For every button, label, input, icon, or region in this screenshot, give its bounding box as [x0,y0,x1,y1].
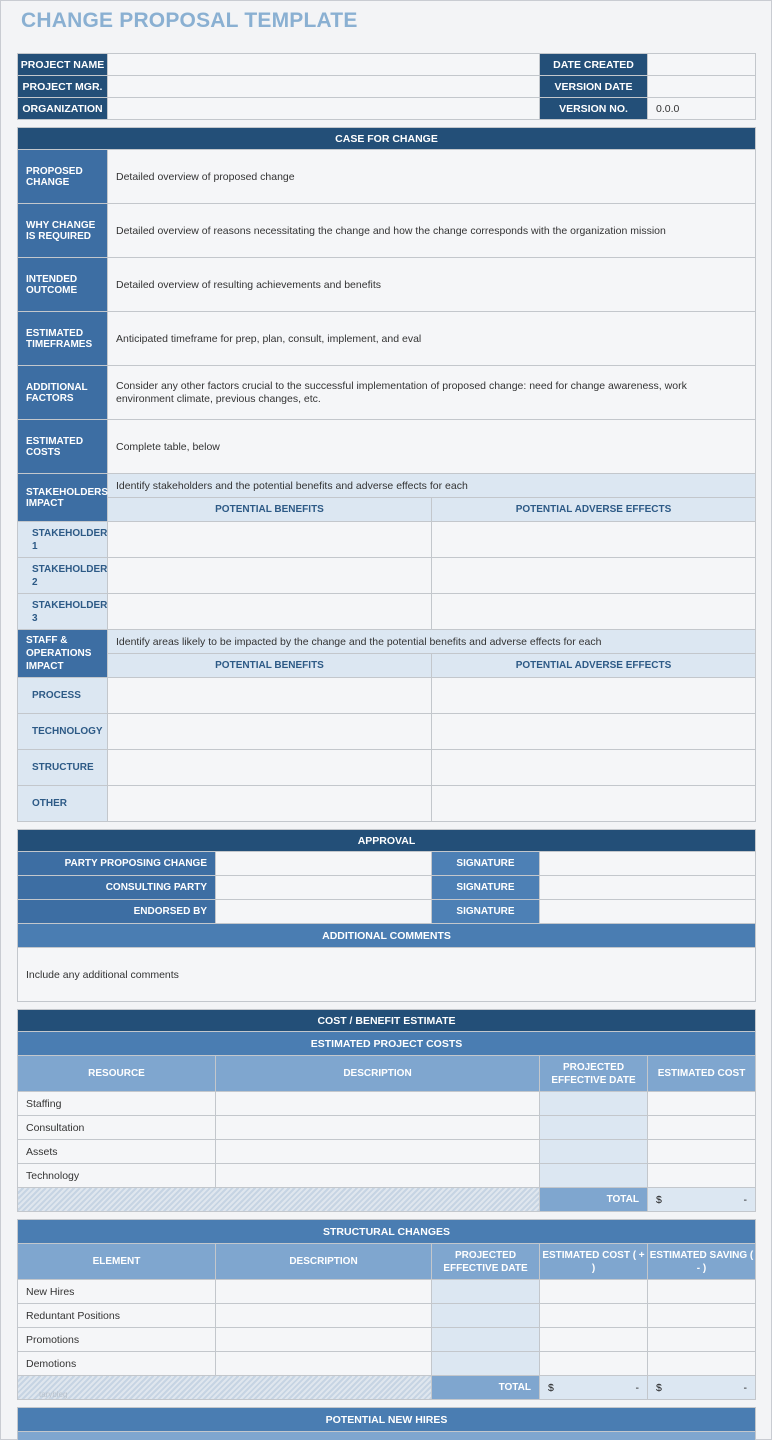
potential-new-hires-columns [18,1432,756,1440]
version-no-label: VERSION NO. [540,98,648,120]
element-demotions[interactable]: Demotions [18,1352,216,1376]
resource-column-header: RESOURCE [18,1056,216,1092]
stakeholder-3-label: STAKEHOLDER 3 [18,594,108,630]
signature-field-1[interactable] [540,852,756,876]
stakeholder-3-benefits-field[interactable] [108,594,432,630]
stakeholders-impact-label: STAKEHOLDERS IMPACT [18,474,108,522]
signature-label-1: SIGNATURE [432,852,540,876]
process-label: PROCESS [18,678,108,714]
intended-outcome-field[interactable]: Detailed overview of resulting achievements and benefits [108,258,756,312]
currency-symbol: $ [656,1381,662,1394]
proposed-change-field[interactable]: Detailed overview of proposed change [108,150,756,204]
technology-cost-field[interactable] [648,1164,756,1188]
stakeholders-benefits-header: POTENTIAL BENEFITS [108,498,432,522]
redundant-description-field[interactable] [216,1304,432,1328]
stakeholder-1-adverse-field[interactable] [432,522,756,558]
structural-cost-column-header: ESTIMATED COST ( + ) [540,1244,648,1280]
resource-assets[interactable]: Assets [18,1140,216,1164]
resource-consultation[interactable]: Consultation [18,1116,216,1140]
signature-field-2[interactable] [540,876,756,900]
project-mgr-field[interactable] [108,76,540,98]
date-created-label: DATE CREATED [540,54,648,76]
staffing-description-field[interactable] [216,1092,540,1116]
structural-totals-row [17,1375,756,1400]
structural-total-saving [648,1376,756,1400]
cost-benefit-table [17,1009,756,1212]
stakeholders-impact-instructions: Identify stakeholders and the potential benefits and adverse effects for each [108,474,756,498]
redundant-saving-field[interactable] [648,1304,756,1328]
element-redundant-positions[interactable]: Reduntant Positions [18,1304,216,1328]
currency-symbol: $ [656,1193,662,1206]
signature-label-3: SIGNATURE [432,900,540,924]
staffing-date-field[interactable] [540,1092,648,1116]
estimated-timeframes-field[interactable]: Anticipated timeframe for prep, plan, consult, implement, and eval [108,312,756,366]
description-column-header: DESCRIPTION [216,1056,540,1092]
technology-description-field[interactable] [216,1164,540,1188]
process-adverse-field[interactable] [432,678,756,714]
element-new-hires[interactable]: New Hires [18,1280,216,1304]
redundant-date-field[interactable] [432,1304,540,1328]
endorsed-by-field[interactable] [216,900,432,924]
additional-factors-label: ADDITIONAL FACTORS [18,366,108,420]
currency-symbol: $ [548,1381,554,1394]
watermark: tarybleg [39,1390,68,1399]
potential-new-hires-heading: POTENTIAL NEW HIRES [18,1408,756,1432]
technology-benefits-field[interactable] [108,714,432,750]
structural-changes-table [17,1219,756,1400]
process-benefits-field[interactable] [108,678,432,714]
consultation-cost-field[interactable] [648,1116,756,1140]
signature-field-3[interactable] [540,900,756,924]
estimated-timeframes-label: ESTIMATED TIMEFRAMES [18,312,108,366]
structural-changes-heading: STRUCTURAL CHANGES [18,1220,756,1244]
case-for-change-heading: CASE FOR CHANGE [18,128,756,150]
other-adverse-field[interactable] [432,786,756,822]
structural-description-column-header: DESCRIPTION [216,1244,432,1280]
additional-factors-field[interactable]: Consider any other factors crucial to the successful implementation of proposed change: need for change awareness, work environment climate, previous changes, etc. [108,366,756,420]
assets-date-field[interactable] [540,1140,648,1164]
structural-total-cost [540,1376,648,1400]
party-proposing-label: PARTY PROPOSING CHANGE [18,852,216,876]
stakeholder-1-label: STAKEHOLDER 1 [18,522,108,558]
promotions-cost-field[interactable] [540,1328,648,1352]
promotions-date-field[interactable] [432,1328,540,1352]
date-created-field[interactable] [648,54,756,76]
stakeholder-1-benefits-field[interactable] [108,522,432,558]
consultation-date-field[interactable] [540,1116,648,1140]
assets-cost-field[interactable] [648,1140,756,1164]
projected-date-column-header: PROJECTED EFFECTIVE DATE [540,1056,648,1092]
technology-date-field[interactable] [540,1164,648,1188]
structural-hatch-filler [18,1376,432,1400]
why-change-label: WHY CHANGE IS REQUIRED [18,204,108,258]
structural-total-label: TOTAL [432,1376,540,1400]
additional-comments-field[interactable]: Include any additional comments [18,948,756,1002]
total-dash: - [743,1193,747,1206]
approval-heading: APPROVAL [18,830,756,852]
organization-label: ORGANIZATION [18,98,108,120]
estimated-costs-label: ESTIMATED COSTS [18,420,108,474]
structural-date-column-header: PROJECTED EFFECTIVE DATE [432,1244,540,1280]
stakeholder-3-adverse-field[interactable] [432,594,756,630]
consulting-party-field[interactable] [216,876,432,900]
structure-label: STRUCTURE [18,750,108,786]
why-change-field[interactable]: Detailed overview of reasons necessitating the change and how the change corresponds with the organization mission [108,204,756,258]
page-title: CHANGE PROPOSAL TEMPLATE [21,9,358,32]
endorsed-by-label: ENDORSED BY [18,900,216,924]
project-mgr-label: PROJECT MGR. [18,76,108,98]
element-column-header: ELEMENT [18,1244,216,1280]
stakeholders-adverse-header: POTENTIAL ADVERSE EFFECTS [432,498,756,522]
redundant-cost-field[interactable] [540,1304,648,1328]
other-benefits-field[interactable] [108,786,432,822]
assets-description-field[interactable] [216,1140,540,1164]
version-no-field[interactable]: 0.0.0 [648,98,756,120]
signature-label-2: SIGNATURE [432,876,540,900]
staff-benefits-header: POTENTIAL BENEFITS [108,654,432,678]
resource-technology[interactable]: Technology [18,1164,216,1188]
new-hires-description-field[interactable] [216,1280,432,1304]
project-costs-total-value [648,1188,756,1212]
total-dash: - [743,1381,747,1394]
element-promotions[interactable]: Promotions [18,1328,216,1352]
staffing-cost-field[interactable] [648,1092,756,1116]
technology-adverse-field[interactable] [432,714,756,750]
other-label: OTHER [18,786,108,822]
estimated-cost-column-header: ESTIMATED COST [648,1056,756,1092]
project-name-label: PROJECT NAME [18,54,108,76]
demotions-saving-field[interactable] [648,1352,756,1376]
staff-operations-instructions: Identify areas likely to be impacted by the change and the potential benefits and adverse effects for each [108,630,756,654]
potential-new-hires-table [17,1407,756,1440]
staff-adverse-header: POTENTIAL ADVERSE EFFECTS [432,654,756,678]
promotions-description-field[interactable] [216,1328,432,1352]
project-name-field[interactable] [108,54,540,76]
stakeholder-2-benefits-field[interactable] [108,558,432,594]
intended-outcome-label: INTENDED OUTCOME [18,258,108,312]
cost-benefit-heading: COST / BENEFIT ESTIMATE [18,1010,756,1032]
new-hires-cost-field[interactable] [540,1280,648,1304]
party-proposing-field[interactable] [216,852,432,876]
approval-table [17,829,756,1002]
demotions-cost-field[interactable] [540,1352,648,1376]
total-dash: - [635,1381,639,1394]
consultation-description-field[interactable] [216,1116,540,1140]
resource-staffing[interactable]: Staffing [18,1092,216,1116]
case-for-change-table [17,127,756,822]
additional-comments-heading: ADDITIONAL COMMENTS [18,924,756,948]
consulting-party-label: CONSULTING PARTY [18,876,216,900]
version-date-field[interactable] [648,76,756,98]
staff-operations-impact-label: STAFF & OPERATIONS IMPACT [18,630,108,678]
stakeholder-2-label: STAKEHOLDER 2 [18,558,108,594]
structural-saving-column-header: ESTIMATED SAVING ( - ) [648,1244,756,1280]
proposed-change-label: PROPOSED CHANGE [18,150,108,204]
total-hatch-filler [18,1188,540,1212]
technology-label: TECHNOLOGY [18,714,108,750]
estimated-costs-field[interactable]: Complete table, below [108,420,756,474]
organization-field[interactable] [108,98,540,120]
stakeholder-2-adverse-field[interactable] [432,558,756,594]
new-hires-saving-field[interactable] [648,1280,756,1304]
project-info-table [17,53,756,120]
new-hires-date-field[interactable] [432,1280,540,1304]
estimated-project-costs-heading: ESTIMATED PROJECT COSTS [18,1032,756,1056]
project-costs-total-label: TOTAL [540,1188,648,1212]
structure-benefits-field[interactable] [108,750,432,786]
demotions-date-field[interactable] [432,1352,540,1376]
promotions-saving-field[interactable] [648,1328,756,1352]
version-date-label: VERSION DATE [540,76,648,98]
structure-adverse-field[interactable] [432,750,756,786]
demotions-description-field[interactable] [216,1352,432,1376]
